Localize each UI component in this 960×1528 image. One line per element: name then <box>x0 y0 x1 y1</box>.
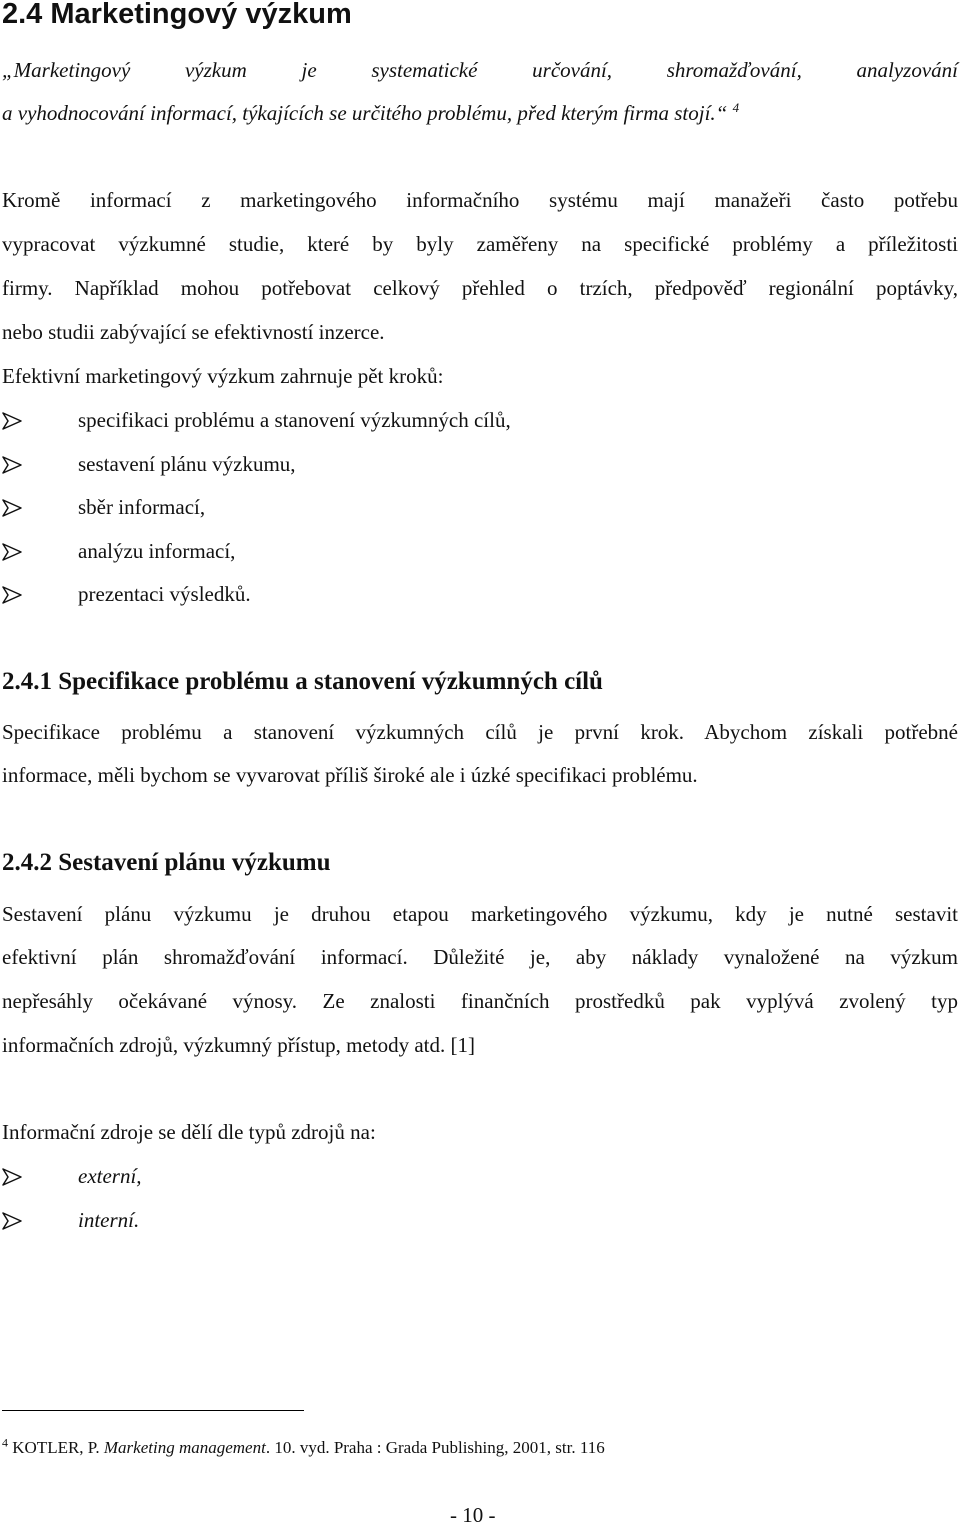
arrow-bullet-icon <box>2 499 22 517</box>
paragraph-1-line-3: firmy. Například mohou potřebovat celkový přehled o trzích, předpověď regionální poptávky, <box>2 276 958 300</box>
footnote-reference: 4 <box>732 100 740 115</box>
sources-intro: Informační zdroje se dělí dle typů zdrojů na: <box>2 1120 376 1144</box>
arrow-bullet-icon <box>2 1212 22 1230</box>
paragraph-1-line-1: Kromě informací z marketingového informačního systému mají manažeři často potřebu <box>2 188 958 212</box>
footnote-mark: 4 <box>2 1435 8 1450</box>
list-item-text: prezentaci výsledků. <box>78 582 251 606</box>
list-item-text: specifikaci problému a stanovení výzkumných cílů, <box>78 408 511 432</box>
arrow-bullet-icon <box>2 456 22 474</box>
arrow-bullet-icon <box>2 1168 22 1186</box>
subsection-2-line-2: efektivní plán shromažďování informací. Důležité je, aby náklady vynaložené na výzkum <box>2 945 958 969</box>
footnote-title: Marketing management <box>103 1438 266 1457</box>
footnote-separator <box>2 1410 304 1411</box>
page-number: - 10 - <box>450 1503 496 1527</box>
subsection-heading-1: 2.4.1 Specifikace problému a stanovení výzkumných cílů <box>2 668 603 695</box>
paragraph-1-line-2: vypracovat výzkumné studie, které by byly zaměřeny na specifické problémy a příležitosti <box>2 232 958 256</box>
footnote <box>2 1436 605 1460</box>
steps-intro: Efektivní marketingový výzkum zahrnuje pět kroků: <box>2 364 444 388</box>
paragraph-1-line-4: nebo studii zabývající se efektivností inzerce. <box>2 320 385 344</box>
footnote-author: KOTLER, P. <box>8 1438 104 1457</box>
list-item-text: analýzu informací, <box>78 539 236 563</box>
quote-line-1: „Marketingový výzkum je systematické určování, shromažďování, analyzování <box>2 58 958 82</box>
section-heading: 2.4 Marketingový výzkum <box>2 0 352 30</box>
footnote-rest: . 10. vyd. Praha : Grada Publishing, 2001, str. 116 <box>265 1438 605 1457</box>
quote-line-2-text: a vyhodnocování informací, týkajících se určitého problému, před kterým firma stojí.“ <box>2 101 728 125</box>
arrow-bullet-icon <box>2 543 22 561</box>
subsection-1-line-2: informace, měli bychom se vyvarovat příliš široké ale i úzké specifikaci problému. <box>2 763 698 787</box>
arrow-bullet-icon <box>2 586 22 604</box>
subsection-2-line-1: Sestavení plánu výzkumu je druhou etapou marketingového výzkumu, kdy je nutné sestavit <box>2 902 958 926</box>
quote-line-2 <box>2 99 739 127</box>
list-item-text: interní. <box>78 1208 140 1232</box>
subsection-2-line-3: nepřesáhly očekávané výnosy. Ze znalosti finančních prostředků pak vyplývá zvolený typ <box>2 989 958 1013</box>
subsection-heading-2: 2.4.2 Sestavení plánu výzkumu <box>2 849 331 876</box>
subsection-2-line-4: informačních zdrojů, výzkumný přístup, metody atd. [1] <box>2 1033 475 1057</box>
list-item-text: sběr informací, <box>78 495 206 519</box>
list-item-text: externí, <box>78 1164 142 1188</box>
arrow-bullet-icon <box>2 412 22 430</box>
list-item-text: sestavení plánu výzkumu, <box>78 452 296 476</box>
subsection-1-line-1: Specifikace problému a stanovení výzkumných cílů je první krok. Abychom získali potřebné <box>2 720 958 744</box>
